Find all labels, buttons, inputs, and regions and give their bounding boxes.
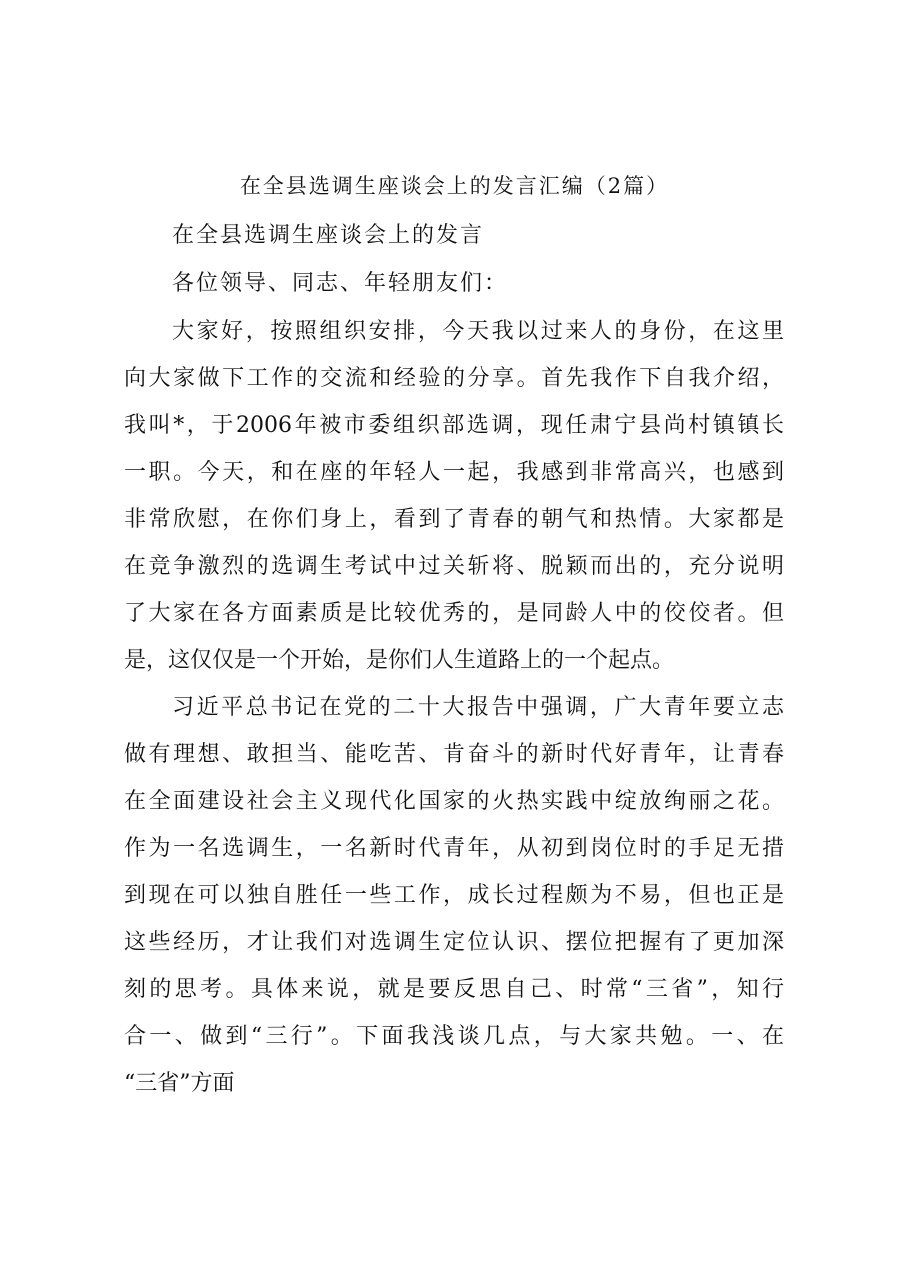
section-heading: 在全县选调生座谈会上的发言 xyxy=(172,223,485,248)
paragraph-line: 做有理想、敢担当、能吃苦、肯奋斗的新时代好青年，让青春 xyxy=(124,742,784,767)
paragraph-line: 在全面建设社会主义现代化国家的火热实践中绽放绚丽之花。 xyxy=(124,789,784,814)
paragraph-line: 是，这仅仅是一个开始，是你们人生道路上的一个起点。 xyxy=(124,648,675,673)
paragraph-line: 了大家在各方面素质是比较优秀的，是同龄人中的佼佼者。但 xyxy=(124,601,784,626)
salutation: 各位领导、同志、年轻朋友们： xyxy=(172,271,509,296)
paragraph-line: 在竞争激烈的选调生考试中过关斩将、脱颖而出的，充分说明 xyxy=(124,554,784,579)
paragraph-line: 一职。今天，和在座的年轻人一起，我感到非常高兴，也感到 xyxy=(124,460,784,485)
paragraph-line: 习近平总书记在党的二十大报告中强调，广大青年要立志 xyxy=(172,695,784,720)
paragraph-line: “三省”方面 xyxy=(124,1071,235,1096)
paragraph-line: 这些经历，才让我们对选调生定位认识、摆位把握有了更加深 xyxy=(124,930,784,955)
paragraph-line: 合一、做到“三行”。下面我浅谈几点，与大家共勉。一、在 xyxy=(124,1024,784,1049)
paragraph-line: 我叫*，于2006年被市委组织部选调，现任肃宁县尚村镇镇长 xyxy=(124,413,784,438)
paragraph-line: 非常欣慰，在你们身上，看到了青春的朝气和热情。大家都是 xyxy=(124,507,784,532)
paragraph-line: 到现在可以独自胜任一些工作，成长过程颇为不易，但也正是 xyxy=(124,883,784,908)
paragraph-line: 刻的思考。具体来说，就是要反思自己、时常“三省”，知行 xyxy=(124,977,784,1002)
document-title: 在全县选调生座谈会上的发言汇编（2篇） xyxy=(239,174,670,198)
paragraph-line: 作为一名选调生，一名新时代青年，从初到岗位时的手足无措 xyxy=(124,836,784,861)
paragraph-line: 大家好，按照组织安排，今天我以过来人的身份，在这里 xyxy=(172,319,784,344)
paragraph-line: 向大家做下工作的交流和经验的分享。首先我作下自我介绍， xyxy=(124,366,784,391)
